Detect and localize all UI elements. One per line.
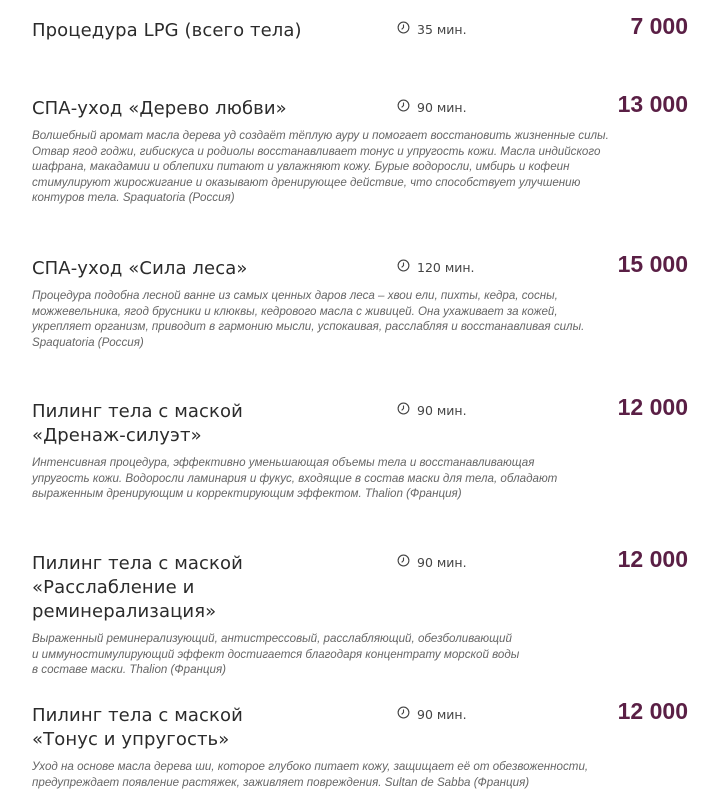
description-line: можжевельника, ягод брусники и клюквы, кедрового масла с живицей. Она ухаживает за кожей, xyxy=(32,304,558,318)
service-title-line: Пилинг тела с маской xyxy=(32,553,243,574)
service-title xyxy=(32,400,382,448)
service-title-line: «Тонус и упругость» xyxy=(32,729,230,750)
service-duration xyxy=(397,554,467,570)
service-item xyxy=(32,698,692,790)
clock-icon xyxy=(397,402,410,418)
service-description xyxy=(32,128,692,206)
service-price: 13 000 xyxy=(617,91,688,117)
clock-icon xyxy=(397,706,410,722)
description-line: Выраженный реминерализующий, антистрессовый, расслабляющий, обезболивающий xyxy=(32,632,512,645)
description-line: Отвар ягод годжи, гибискуса и родиолы восстанавливает тонус и упругость кожи. Масла индийского xyxy=(32,144,601,158)
service-description xyxy=(32,288,692,350)
duration-text: 90 мин. xyxy=(417,99,467,115)
duration-text: 90 мин. xyxy=(417,706,467,722)
service-duration xyxy=(397,99,467,115)
description-line: Интенсивная процедура, эффективно уменьшающая объемы тела и восстанавливающая xyxy=(32,456,535,469)
service-duration xyxy=(397,402,467,418)
service-duration xyxy=(397,706,467,722)
description-line: Волшебный аромат масла дерева уд создаёт тёплую ауру и помогает восстановить жизненные силы. xyxy=(32,129,609,142)
service-description xyxy=(32,759,692,790)
service-price: 12 000 xyxy=(617,698,688,724)
service-item xyxy=(32,13,692,43)
clock-icon xyxy=(397,259,410,275)
service-description xyxy=(32,455,692,502)
service-price: 15 000 xyxy=(617,251,688,277)
service-title-line: СПА-уход «Дерево любви» xyxy=(32,98,287,119)
service-title-line: «Расслабление и реминерализация» xyxy=(32,577,217,622)
service-item xyxy=(32,546,692,678)
service-title-line: «Дренаж-силуэт» xyxy=(32,425,202,446)
service-title-line: СПА-уход «Сила леса» xyxy=(32,258,248,279)
duration-text: 35 мин. xyxy=(417,21,467,37)
description-line: шафрана, макадамии и облепихи питают и увлажняют кожу. Бурые водоросли, имбирь и кофеин xyxy=(32,160,570,174)
description-line: стимулируют жиросжигание и оказывают дренирующее действие, что способствует улучшению xyxy=(32,175,581,189)
clock-icon xyxy=(397,554,410,570)
service-title xyxy=(32,97,382,121)
description-line: и иммуностимулирующий эффект достигается благодаря концентрату морской воды xyxy=(32,647,520,661)
service-title xyxy=(32,257,382,281)
service-title-line: Пилинг тела с маской xyxy=(32,401,243,422)
service-title-line: Процедура LPG (всего тела) xyxy=(32,20,302,41)
description-line: предупреждает появление растяжек, заживляет повреждения. Sultan de Sabba (Франция) xyxy=(32,775,530,789)
service-price: 12 000 xyxy=(617,394,688,420)
duration-text: 90 мин. xyxy=(417,402,467,418)
service-price: 12 000 xyxy=(617,546,688,572)
service-duration xyxy=(397,21,467,37)
service-duration xyxy=(397,259,475,275)
service-title xyxy=(32,552,382,624)
description-line: упругость кожи. Водоросли ламинария и фукус, входящие в состав маски для тела, обладают xyxy=(32,471,558,485)
description-line: выраженным дренирующим и корректирующим эффектом. Thalion (Франция) xyxy=(32,487,462,501)
description-line: Уход на основе масла дерева ши, которое глубоко питает кожу, защищает её от обезвоженности, xyxy=(32,760,589,773)
description-line: Процедура подобна лесной ванне из самых ценных даров леса – хвои ели, пихты, кедра, сосны, xyxy=(32,289,558,302)
service-title xyxy=(32,19,382,43)
description-line: контуров тела. Spaquatoria (Россия) xyxy=(32,191,235,205)
service-title xyxy=(32,704,382,752)
duration-text: 90 мин. xyxy=(417,554,467,570)
service-item xyxy=(32,91,692,206)
clock-icon xyxy=(397,99,410,115)
description-line: в составе маски. Thalion (Франция) xyxy=(32,663,227,677)
service-description xyxy=(32,631,692,678)
service-item xyxy=(32,251,692,350)
service-title-line: Пилинг тела с маской xyxy=(32,705,243,726)
description-line: укрепляет организм, приводит в гармонию мысли, успокаивая, расслабляя и восстанавливая силы. xyxy=(32,320,585,334)
duration-text: 120 мин. xyxy=(417,259,475,275)
service-item xyxy=(32,394,692,502)
clock-icon xyxy=(397,21,410,37)
description-line: Spaquatoria (Россия) xyxy=(32,335,144,349)
service-price: 7 000 xyxy=(630,13,688,39)
